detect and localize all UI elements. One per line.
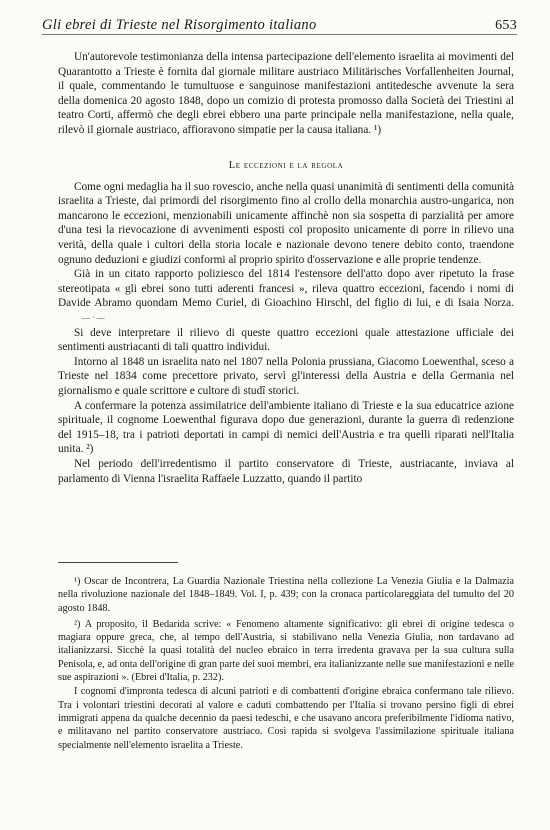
paragraph: Come ogni medaglia ha il suo rovescio, anche nella quasi unanimità di sentimenti della comunità israelita a Trieste, dai primordi del risorgimento fino al crollo della monarchia austro-ungarica, non mancarono le eccezioni, menzionabili unicamente affinchè non sia sospetta di parzialità per amore d'una tesi la rievocazione di avvenimenti esposti col proposito unicamente di porre in rilievo una verità, della quale i cultori della storia locale e nazionale devono tenere debito conto, traendone ognuno deduzioni e giudizi conformi al proprio spirito d'osservazione e alle proprie tendenze. <box>58 180 514 266</box>
paragraph: Intorno al 1848 un israelita nato nel 1807 nella Polonia prussiana, Giacomo Loewenthal, sceso a Trieste nel 1834 come precettore privato, servì gl'interessi della Austria e della Germania nel giornalismo e quale scrittore e cultore di studî storici. <box>58 355 514 397</box>
paragraph: Un'autorevole testimonianza della intensa partecipazione dell'elemento israelita ai movimenti del Quarantotto a Trieste è fornita dal giornale militare austriaco Militärisches Vorfallenheiten Journal, il quale, commentando le tumultuose e sanguinose manifestazioni antitedesche avvenute la sera della domenica 20 agosto 1848, dopo un comizio di protesta promosso dalla Società dei Triestini al teatro Corti, affermò che degli ebrei ebbero una parte principale nella manifestazione, nella quale, rilevò il giornale austriaco, affioravono simpatie per la causa italiana. ¹) <box>58 51 514 136</box>
footnote-divider <box>58 562 178 563</box>
paragraph: Si deve interpretare il rilievo di queste quattro eccezioni quale attestazione ufficiale dei sentimenti austriacanti di tali quattro individui. <box>58 326 514 354</box>
running-header <box>42 14 517 35</box>
paragraph: A confermare la potenza assimilatrice dell'ambiente italiano di Trieste e la sua educatrice azione spirituale, il cognome Loewenthal figurava dopo due generazioni, durante la guerra di redenzione del 1915–18, tra i patrioti deportati in campi di nemici dell'Austria e tra quelli riparati nell'Italia unita. ²) <box>58 399 514 456</box>
footnote: ¹) Oscar de Incontrera, La Guardia Nazionale Triestina nella collezione La Venezia Giulia e la Dalmazia nella rivoluzione nazionale del 1848–1849. Vol. I, p. 439; con la cronaca particolareggiata del tumulto del 20 agosto 1848. <box>58 576 514 614</box>
paragraph <box>58 267 514 325</box>
handwritten-mark: — · — <box>82 313 105 323</box>
paragraph-text: Già in un citato rapporto poliziesco del 1814 l'estensore dell'atto dopo aver ripetuto la frase stereotipata « gli ebrei sono tutti aderenti francesi », rileva quattro eccezioni, facendo i nomi di Davide Abramo quondam Memo Curiel, di Gioachino Hirschl, del figlio di lui, e di Isaia Norza. <box>58 268 514 310</box>
section-title: Le eccezioni e la regola <box>228 159 344 171</box>
footnote: ²) A proposito, il Bedarida scrive: « Fenomeno altamente significativo: gli ebrei di origine tedesca o magiara oppure greca, che, al tempo dell'Austria, si stabilivano nella Venezia Giulia, non tardavano ad italianizzarsi. Sicchè la quasi totalità del nucleo ebraico in terra irredenta gravava per la sua cultura sulla Penisola, e, ad onta dell'origine di gran parte dei suoi membri, era italianizzante nelle sue manifestazioni e nelle sue aspirazioni ». (Ebrei d'Italia, p. 232). <box>58 618 514 684</box>
running-title: Gli ebrei di Trieste nel Risorgimento italiano <box>42 17 317 33</box>
main-text <box>58 50 514 486</box>
page-number: 653 <box>495 18 517 33</box>
paragraph: Nel periodo dell'irredentismo il partito conservatore di Trieste, austriacante, inviava al parlamento di Vienna l'israelita Raffaele Luzzatto, quando il partito <box>58 457 514 485</box>
footnotes <box>58 575 514 752</box>
footnote: I cognomi d'impronta tedesca di alcuni patrioti e di combattenti d'origine ebraica confermano tale rilievo. Tra i volontari triestini decorati al valore e caduti combattendo per l'Italia si trovano persino figli di ebrei immigrati appena da qualche decennio da paesi tedeschi, e che usavano ancora preferibilmente l'idioma nativo, e militavano nel partito conservatore austriaco. Così rapida si svolgeva l'assimilazione spirituale italiana specialmente nell'elemento israelita a Trieste. <box>58 686 514 751</box>
